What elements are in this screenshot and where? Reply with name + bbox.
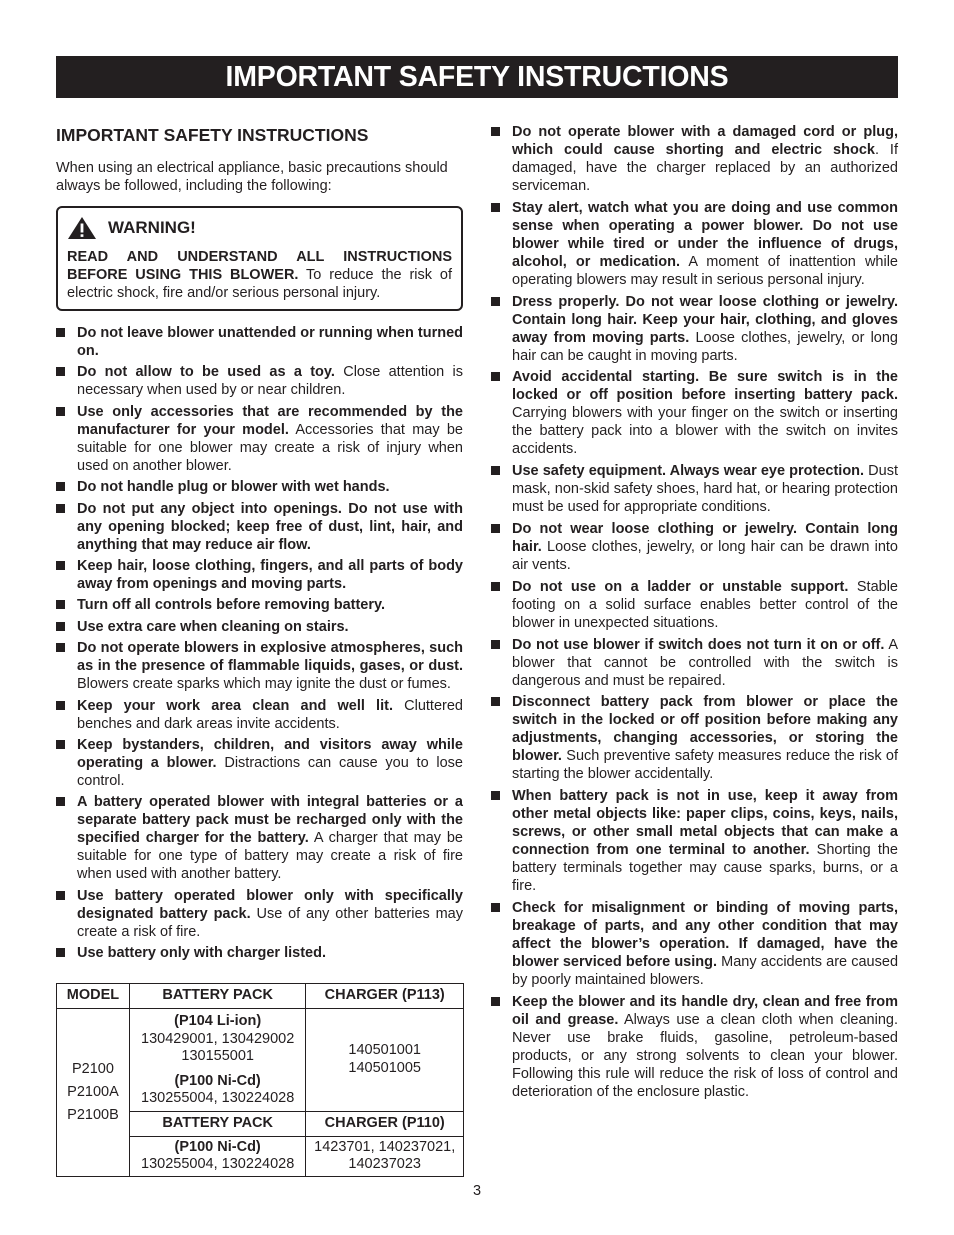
list-item <box>491 520 898 574</box>
bullet-bold-text: When battery pack is not in use, keep it away from other metal objects like: paper clips, coins, keys, nails, screws, or other small metal objects that can make a connection from one terminal to another. <box>512 788 898 859</box>
bullet-square-icon <box>491 127 500 136</box>
bullet-square-icon <box>56 701 65 710</box>
charger-part: 1423701, 140237021, <box>314 1138 456 1155</box>
page-number: 3 <box>472 1183 482 1199</box>
bullet-bold-text: Use only accessories that are recommended by the manufacturer for your model. <box>77 403 463 438</box>
bullet-text: Accessories that may be suitable for one blower may create a risk of injury when used on another blower. <box>77 421 463 474</box>
list-item <box>491 293 898 365</box>
bullet-square-icon <box>56 504 65 513</box>
list-item <box>56 639 463 693</box>
list-item <box>56 403 463 475</box>
warning-triangle-icon <box>67 216 97 240</box>
bullet-text: Loose clothes, jewelry, or long hair can be caught in moving parts. <box>512 329 898 364</box>
list-item <box>56 618 463 636</box>
nicd-parts: 130255004, 130224028 <box>141 1090 295 1106</box>
subheader-charger-p110: CHARGER (P110) <box>306 1111 464 1136</box>
list-item <box>491 462 898 516</box>
bullet-square-icon <box>491 582 500 591</box>
left-bullet-list <box>56 324 463 962</box>
warning-bold-text: READ AND UNDERSTAND ALL INSTRUCTIONS BEFORE USING THIS BLOWER. <box>67 249 452 283</box>
bullet-text: Distractions can cause you to lose control. <box>77 754 463 789</box>
right-column <box>491 123 898 1105</box>
bullet-bold-text: Keep the blower and its handle dry, clean and free from oil and grease. <box>512 993 898 1028</box>
bullet-bold-text: Do not operate blowers in explosive atmospheres, such as in the presence of flammable liquids, gases, or dust. <box>77 640 463 675</box>
header-model: MODEL <box>57 984 130 1009</box>
bullet-square-icon <box>56 561 65 570</box>
list-item <box>491 993 898 1101</box>
bullet-square-icon <box>491 466 500 475</box>
bullet-text: A moment of inattention while operating blowers may result in serious personal injury. <box>512 253 898 288</box>
bullet-square-icon <box>491 372 500 381</box>
bullet-bold-text: Disconnect battery pack from blower or place the switch in the locked or off position before making any adjustments, changing accessories, or storing the blower. <box>512 694 898 765</box>
list-item <box>491 636 898 690</box>
li-ion-title: (P104 Li-ion) <box>174 1013 262 1029</box>
list-item <box>56 363 463 399</box>
battery-pack-cell <box>129 1009 305 1112</box>
list-item <box>56 500 463 554</box>
list-item <box>491 787 898 895</box>
bullet-bold-text: Use safety equipment. Always wear eye protection. <box>512 463 865 480</box>
nicd-title: (P100 Ni-Cd) <box>174 1072 261 1089</box>
right-bullet-list <box>491 123 898 1101</box>
list-item <box>491 693 898 783</box>
bullet-bold-text: Do not use blower if switch does not turn it on or off. <box>512 636 885 653</box>
bullet-bold-text: Avoid accidental starting. Be sure switch is in the locked or off position before inserting battery pack. <box>512 369 898 404</box>
bullet-bold-text: A battery operated blower with integral batteries or a separate battery pack must be recharged only with the specified charger for the battery. <box>77 794 463 847</box>
nicd-title: (P100 Ni-Cd) <box>174 1138 261 1155</box>
warning-text <box>67 248 452 302</box>
bullet-square-icon <box>56 367 65 376</box>
bullet-bold-text: Do not handle plug or blower with wet hands. <box>77 479 390 496</box>
li-ion-parts: 130155001 <box>181 1048 254 1064</box>
list-item <box>56 478 463 496</box>
bullet-bold-text: Do not allow to be used as a toy. <box>77 364 335 381</box>
bullet-text: Cluttered benches and dark areas invite accidents. <box>77 697 463 732</box>
bullet-bold-text: Check for misalignment or binding of moving parts, breakage of parts, and any other condition that may affect the blower’s operation. If damaged, have the blower serviced before using. <box>512 899 898 970</box>
bullet-square-icon <box>56 948 65 957</box>
battery-pack-cell <box>129 1136 305 1176</box>
bullet-bold-text: Use battery only with charger listed. <box>77 945 326 962</box>
header-charger-p113: CHARGER (P113) <box>306 984 464 1009</box>
bullet-square-icon <box>56 891 65 900</box>
list-item <box>56 736 463 790</box>
bullet-square-icon <box>491 697 500 706</box>
list-item <box>56 944 463 962</box>
bullet-bold-text: Do not wear loose clothing or jewelry. Contain long hair. <box>512 520 898 555</box>
bullet-bold-text: Keep bystanders, children, and visitors away while operating a blower. <box>77 736 463 771</box>
table-header-row <box>57 984 464 1009</box>
bullet-text: Many accidents are caused by poorly maintained blowers. <box>512 953 899 988</box>
bullet-text: A blower that cannot be controlled with the switch is dangerous and must be repaired. <box>512 636 898 689</box>
model-item: P2100 <box>71 1060 114 1077</box>
bullet-square-icon <box>491 903 500 912</box>
bullet-text: Blowers create sparks which may ignite the dust or fumes. <box>77 676 451 693</box>
warning-box <box>56 206 463 311</box>
bullet-text: Such preventive safety measures reduce the risk of starting the blower accidentally. <box>512 748 898 783</box>
charger-p113-cell <box>306 1009 464 1112</box>
nicd-parts: 130255004, 130224028 <box>141 1156 295 1172</box>
bullet-bold-text: Keep hair, loose clothing, fingers, and all parts of body away from openings and moving parts. <box>77 557 463 592</box>
bullet-text: Always use a clean cloth when cleaning. Never use brake fluids, gasoline, petroleum-based products, or any strong solvents to clean your blower. Following this rule will reduce the risk of loss of control and deterioration of the enclosure plastic. <box>512 1011 898 1100</box>
bullet-square-icon <box>56 622 65 631</box>
list-item <box>56 697 463 733</box>
bullet-bold-text: Use battery operated blower only with specifically designated battery pack. <box>77 887 463 922</box>
bullet-square-icon <box>56 740 65 749</box>
charger-part: 140501005 <box>348 1059 421 1076</box>
list-item <box>491 899 898 989</box>
bullet-text: Stable footing on a solid surface enables better control of the blower in unexpected situations. <box>512 578 898 631</box>
bullet-bold-text: Do not operate blower with a damaged cord or plug, which could cause shorting and electric shock <box>512 124 898 158</box>
charger-part: 140501001 <box>348 1042 421 1059</box>
li-ion-parts: 130429001, 130429002 <box>141 1030 295 1047</box>
bullet-text: . If damaged, have the charger replaced by an authorized serviceman. <box>512 142 898 194</box>
list-item <box>491 123 898 195</box>
bullet-text: Use of any other batteries may create a risk of fire. <box>77 905 463 940</box>
bullet-square-icon <box>56 797 65 806</box>
bullet-bold-text: Stay alert, watch what you are doing and use common sense when operating a power blower. Do not use blower while tired or under the influence of drugs, alcohol, or medication. <box>512 199 898 270</box>
charger-part: 140237023 <box>348 1156 421 1172</box>
header-battery-pack: BATTERY PACK <box>129 984 305 1009</box>
list-item <box>491 578 898 632</box>
left-column <box>56 124 463 965</box>
model-item: P2100B <box>67 1106 119 1123</box>
list-item <box>491 199 898 289</box>
bullet-bold-text: Do not leave blower unattended or running when turned on. <box>77 325 463 359</box>
bullet-bold-text: Do not put any object into openings. Do not use with any opening blocked; keep free of dust, lint, hair, and anything that may reduce air flow. <box>77 500 463 553</box>
bullet-square-icon <box>56 328 65 337</box>
bullet-text: Carrying blowers with your finger on the switch or inserting the battery pack into a blower with the switch on invites accidents. <box>512 405 898 458</box>
table-row <box>57 1009 464 1112</box>
bullet-square-icon <box>56 482 65 491</box>
bullet-square-icon <box>491 524 500 533</box>
section-heading: IMPORTANT SAFETY INSTRUCTIONS <box>56 125 369 145</box>
subheader-battery-pack: BATTERY PACK <box>129 1111 305 1136</box>
list-item <box>56 887 463 941</box>
bullet-text: Loose clothes, jewelry, or long hair can be drawn into air vents. <box>512 538 898 573</box>
model-item: P2100A <box>67 1083 119 1100</box>
bullet-square-icon <box>491 997 500 1006</box>
page-banner-title: IMPORTANT SAFETY INSTRUCTIONS <box>56 56 898 98</box>
bullet-square-icon <box>56 600 65 609</box>
list-item <box>491 368 898 458</box>
models-cell <box>57 1009 130 1177</box>
bullet-bold-text: Use extra care when cleaning on stairs. <box>77 618 349 635</box>
bullet-text: Shorting the battery terminals together may cause sparks, burns, or a fire. <box>512 842 898 895</box>
bullet-bold-text: Keep your work area clean and well lit. <box>77 697 393 714</box>
intro-text: When using an electrical appliance, basic precautions should always be followed, including the following: <box>56 160 448 194</box>
bullet-square-icon <box>491 297 500 306</box>
warning-title: WARNING! <box>108 218 196 237</box>
bullet-text: A charger that may be suitable for one type of battery may create a risk of fire when used with another battery. <box>77 830 464 883</box>
battery-charger-table <box>56 983 464 1177</box>
bullet-text: Close attention is necessary when used by or near children. <box>77 364 464 399</box>
list-item <box>56 793 463 883</box>
warning-normal-text: To reduce the risk of electric shock, fire and/or serious personal injury. <box>67 267 452 301</box>
bullet-square-icon <box>56 643 65 652</box>
charger-p110-cell <box>306 1136 464 1176</box>
bullet-square-icon <box>491 203 500 212</box>
bullet-bold-text: Dress properly. Do not wear loose clothing or jewelry. Contain long hair. Keep your hair, clothing, and gloves away from moving parts. <box>512 293 898 346</box>
bullet-bold-text: Turn off all controls before removing battery. <box>77 597 386 614</box>
bullet-square-icon <box>491 640 500 649</box>
bullet-square-icon <box>491 791 500 800</box>
list-item <box>56 324 463 360</box>
list-item <box>56 596 463 614</box>
list-item <box>56 557 463 593</box>
bullet-text: Dust mask, non-skid safety shoes, hard hat, or hearing protection must be used for appropriate conditions. <box>512 463 898 516</box>
bullet-bold-text: Do not use on a ladder or unstable support. <box>512 578 849 595</box>
warning-header <box>67 216 452 240</box>
bullet-square-icon <box>56 407 65 416</box>
